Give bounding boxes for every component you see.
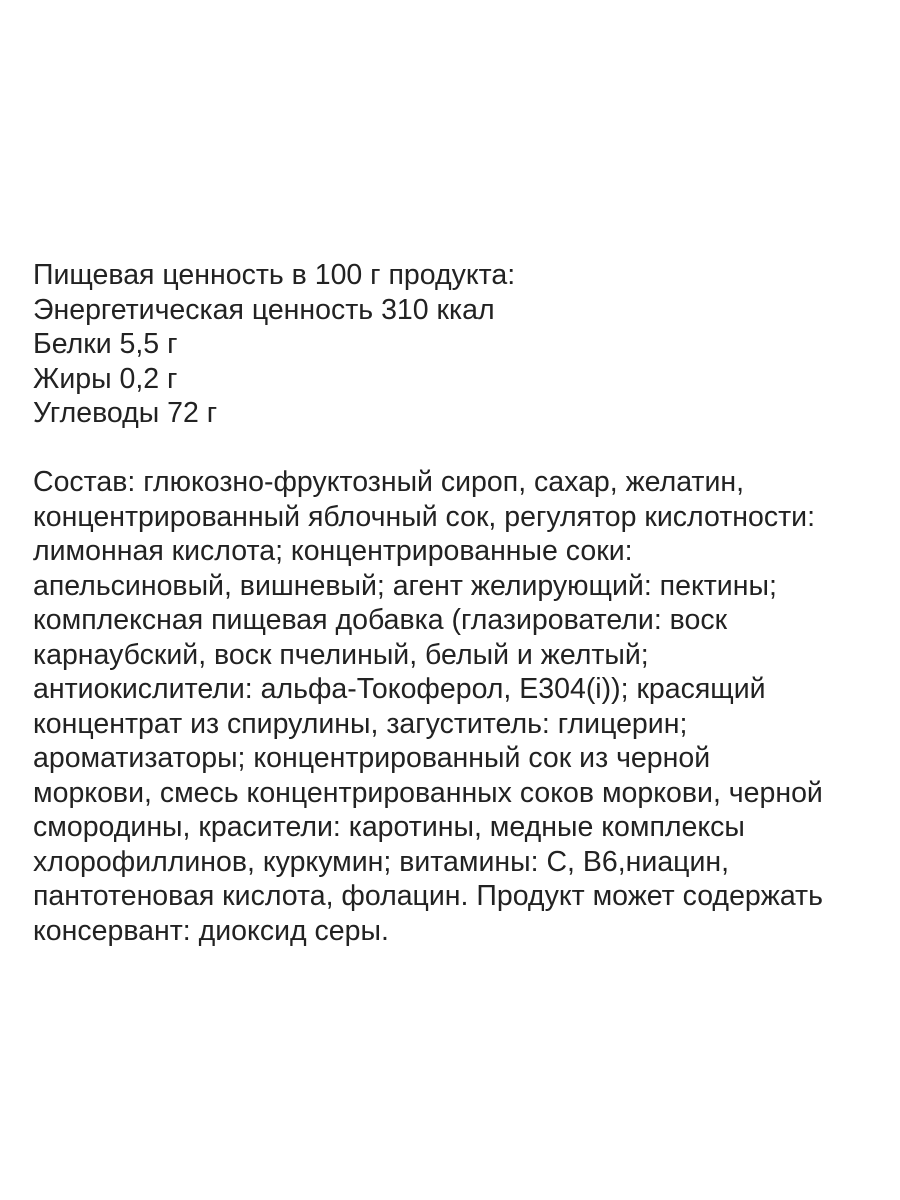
product-info-text	[33, 258, 883, 948]
composition-line: карнаубский, воск пчелиный, белый и желтый;	[33, 638, 649, 671]
composition-line: Состав: глюкозно-фруктозный сироп, сахар, желатин,	[33, 466, 745, 498]
composition-line: концентрат из спирулины, загуститель: глицерин;	[33, 707, 688, 740]
section-spacer	[33, 431, 883, 466]
fat-value: Жиры 0,2 г	[33, 362, 178, 395]
composition-line: концентрированный яблочный сок, регулятор кислотности:	[33, 500, 815, 533]
carbs-value: Углеводы 72 г	[33, 397, 218, 429]
composition-line: антиокислители: альфа-Токоферол, Е304(i)); красящий	[33, 673, 766, 705]
composition-line: моркови, смесь концентрированных соков моркови, черной	[33, 776, 823, 809]
energy-value: Энергетическая ценность 310 ккал	[33, 293, 495, 326]
composition-line: консервант: диоксид серы.	[33, 914, 389, 947]
composition-line: лимонная кислота; концентрированные соки:	[33, 535, 633, 567]
composition-line: хлорофиллинов, куркумин; витамины: С, В6,ниацин,	[33, 845, 730, 878]
protein-value: Белки 5,5 г	[33, 328, 178, 360]
composition-line: пантотеновая кислота, фолацин. Продукт может содержать	[33, 880, 823, 912]
composition-line: комплексная пищевая добавка (глазирователи: воск	[33, 604, 728, 636]
composition-line: ароматизаторы; концентрированный сок из черной	[33, 742, 711, 774]
composition-line: смородины, красители: каротины, медные комплексы	[33, 811, 745, 843]
nutrition-heading: Пищевая ценность в 100 г продукта:	[33, 259, 516, 291]
composition-line: апельсиновый, вишневый; агент желирующий: пектины;	[33, 569, 777, 602]
